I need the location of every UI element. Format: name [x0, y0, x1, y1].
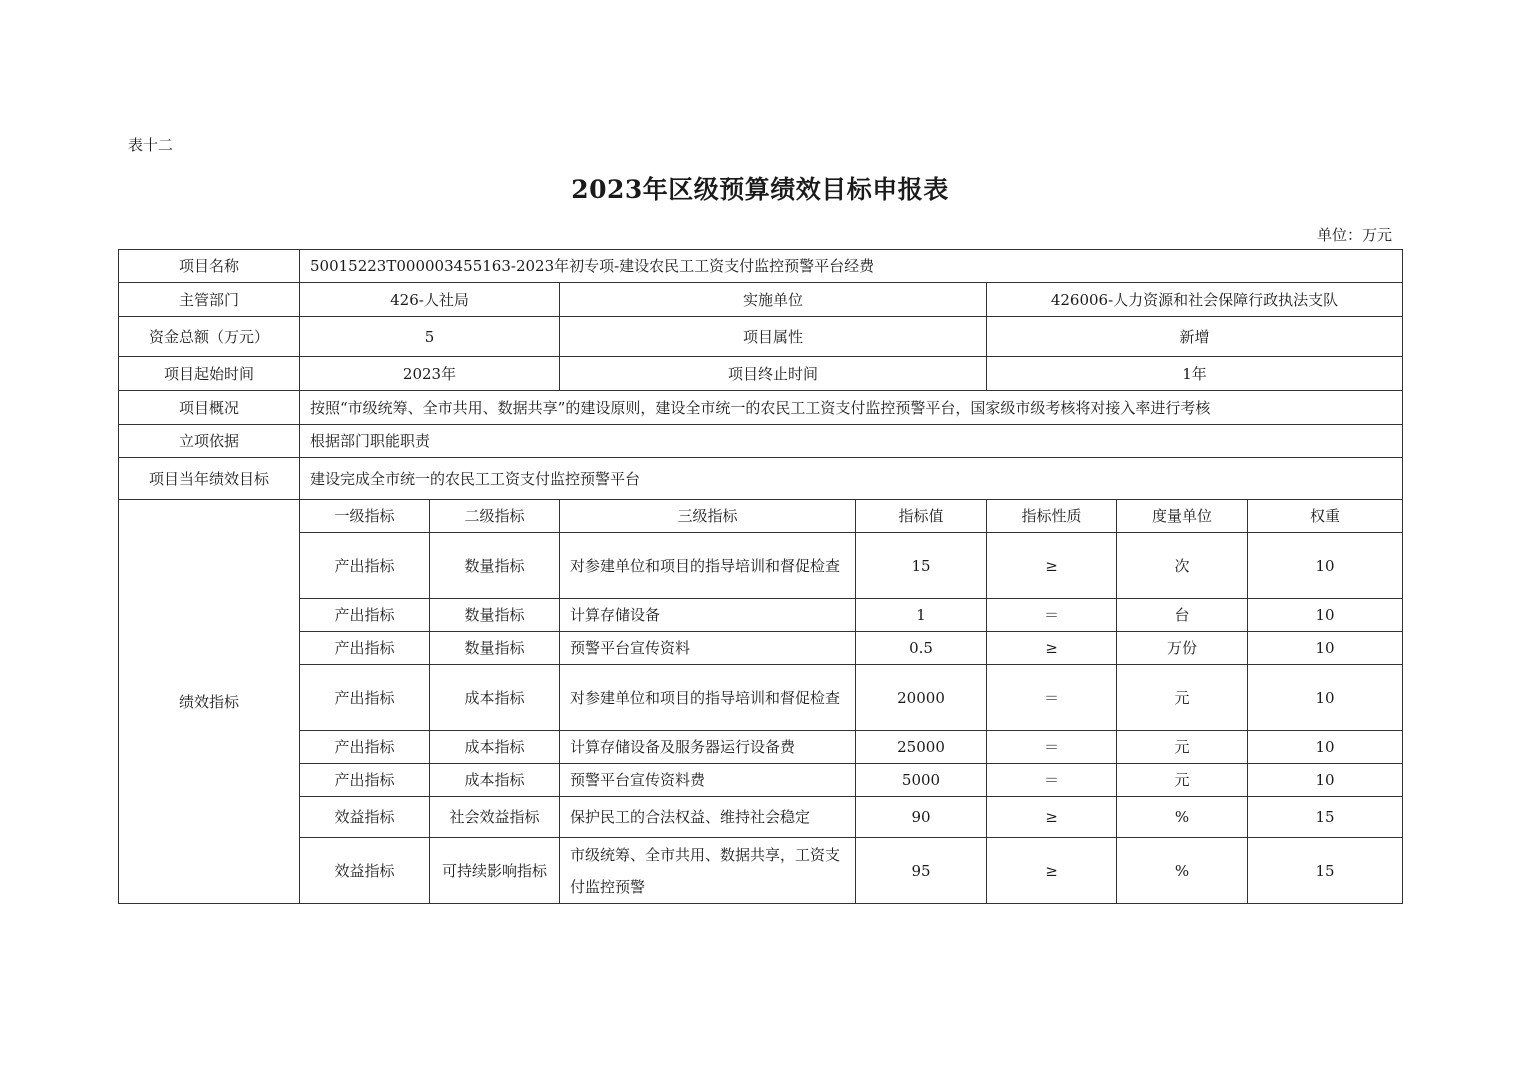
indicator-value: 95: [856, 838, 987, 904]
indicator-value: 15: [856, 533, 987, 599]
indicator-level2: 可持续影响指标: [430, 838, 560, 904]
funds-value: 5: [300, 317, 560, 357]
indicator-level2: 成本指标: [430, 665, 560, 731]
overview-label: 项目概况: [119, 391, 300, 425]
indicator-row: [119, 533, 1403, 599]
row-overview: [119, 391, 1403, 425]
indicator-level1: 产出指标: [300, 599, 430, 632]
indicator-value: 20000: [856, 665, 987, 731]
indicator-level3: 预警平台宣传资料费: [560, 764, 856, 797]
indicator-level2: 数量指标: [430, 599, 560, 632]
indicator-nature: ≥: [987, 838, 1117, 904]
indicator-weight: 10: [1248, 599, 1403, 632]
attribute-label: 项目属性: [560, 317, 987, 357]
indicator-level2: 数量指标: [430, 632, 560, 665]
indicator-level2: 成本指标: [430, 764, 560, 797]
indicator-weight: 10: [1248, 764, 1403, 797]
indicator-level1: 产出指标: [300, 533, 430, 599]
goal-value: 建设完成全市统一的农民工工资支付监控预警平台: [300, 458, 1403, 500]
indicator-weight: 10: [1248, 665, 1403, 731]
header-unit: 度量单位: [1117, 500, 1248, 533]
start-time-label: 项目起始时间: [119, 357, 300, 391]
implementing-unit-value: 426006-人力资源和社会保障行政执法支队: [987, 283, 1403, 317]
indicator-unit: %: [1117, 797, 1248, 838]
indicator-nature: ≥: [987, 533, 1117, 599]
indicator-nature: ≥: [987, 797, 1117, 838]
attribute-value: 新增: [987, 317, 1403, 357]
row-goal: [119, 458, 1403, 500]
indicator-level1: 效益指标: [300, 838, 430, 904]
indicator-level1: 效益指标: [300, 797, 430, 838]
indicators-label: 绩效指标: [119, 500, 300, 904]
header-level1: 一级指标: [300, 500, 430, 533]
goal-label: 项目当年绩效目标: [119, 458, 300, 500]
indicator-level3: 计算存储设备及服务器运行设备费: [560, 731, 856, 764]
indicator-row: [119, 797, 1403, 838]
indicator-level3: 对参建单位和项目的指导培训和督促检查: [560, 533, 856, 599]
indicator-weight: 10: [1248, 632, 1403, 665]
indicator-level1: 产出指标: [300, 764, 430, 797]
page-title: 2023年区级预算绩效目标申报表: [571, 175, 949, 204]
indicator-level1: 产出指标: [300, 665, 430, 731]
row-department: [119, 283, 1403, 317]
header-level3: 三级指标: [560, 500, 856, 533]
row-funds: [119, 317, 1403, 357]
indicator-value: 0.5: [856, 632, 987, 665]
indicator-unit: %: [1117, 838, 1248, 904]
indicator-value: 25000: [856, 731, 987, 764]
department-label: 主管部门: [119, 283, 300, 317]
indicator-level3: 对参建单位和项目的指导培训和督促检查: [560, 665, 856, 731]
indicator-nature: ＝: [987, 599, 1117, 632]
indicator-nature: ＝: [987, 764, 1117, 797]
indicator-row: [119, 599, 1403, 632]
indicator-unit: 台: [1117, 599, 1248, 632]
indicator-weight: 15: [1248, 838, 1403, 904]
indicator-weight: 10: [1248, 731, 1403, 764]
indicator-value: 5000: [856, 764, 987, 797]
table-number: 表十二: [128, 136, 174, 154]
indicator-row: [119, 764, 1403, 797]
indicator-row: [119, 731, 1403, 764]
header-weight: 权重: [1248, 500, 1403, 533]
start-time-value: 2023年: [300, 357, 560, 391]
indicator-level3: 计算存储设备: [560, 599, 856, 632]
indicator-weight: 15: [1248, 797, 1403, 838]
indicator-nature: ≥: [987, 632, 1117, 665]
indicator-weight: 10: [1248, 533, 1403, 599]
report-table: [118, 249, 1403, 904]
header-nature: 指标性质: [987, 500, 1117, 533]
implementing-unit-label: 实施单位: [560, 283, 987, 317]
basis-label: 立项依据: [119, 425, 300, 458]
project-name-label: 项目名称: [119, 250, 300, 283]
indicator-unit: 元: [1117, 764, 1248, 797]
header-level2: 二级指标: [430, 500, 560, 533]
unit-label: 单位：万元: [1316, 226, 1392, 244]
indicator-level3: 预警平台宣传资料: [560, 632, 856, 665]
end-time-value: 1年: [987, 357, 1403, 391]
indicator-nature: ＝: [987, 731, 1117, 764]
indicator-level1: 产出指标: [300, 632, 430, 665]
indicator-row: [119, 838, 1403, 904]
indicator-level3: 保护民工的合法权益、维持社会稳定: [560, 797, 856, 838]
indicator-level2: 社会效益指标: [430, 797, 560, 838]
indicator-header-row: [119, 500, 1403, 533]
project-name-value: 50015223T000003455163-2023年初专项-建设农民工工资支付监控预警平台经费: [300, 250, 1403, 283]
indicator-level2: 成本指标: [430, 731, 560, 764]
indicator-value: 90: [856, 797, 987, 838]
funds-label: 资金总额（万元）: [119, 317, 300, 357]
indicator-unit: 次: [1117, 533, 1248, 599]
row-project-name: [119, 250, 1403, 283]
department-value: 426-人社局: [300, 283, 560, 317]
indicator-row: [119, 632, 1403, 665]
indicator-value: 1: [856, 599, 987, 632]
indicator-nature: ＝: [987, 665, 1117, 731]
row-basis: [119, 425, 1403, 458]
indicator-level1: 产出指标: [300, 731, 430, 764]
indicator-unit: 元: [1117, 731, 1248, 764]
overview-value: 按照“市级统筹、全市共用、数据共享”的建设原则，建设全市统一的农民工工资支付监控预警平台，国家级市级考核将对接入率进行考核: [300, 391, 1403, 425]
indicator-row: [119, 665, 1403, 731]
indicator-level2: 数量指标: [430, 533, 560, 599]
basis-value: 根据部门职能职责: [300, 425, 1403, 458]
row-time: [119, 357, 1403, 391]
indicator-unit: 元: [1117, 665, 1248, 731]
indicator-level3: 市级统筹、全市共用、数据共享，工资支付监控预警: [560, 838, 856, 904]
indicator-unit: 万份: [1117, 632, 1248, 665]
end-time-label: 项目终止时间: [560, 357, 987, 391]
header-value: 指标值: [856, 500, 987, 533]
